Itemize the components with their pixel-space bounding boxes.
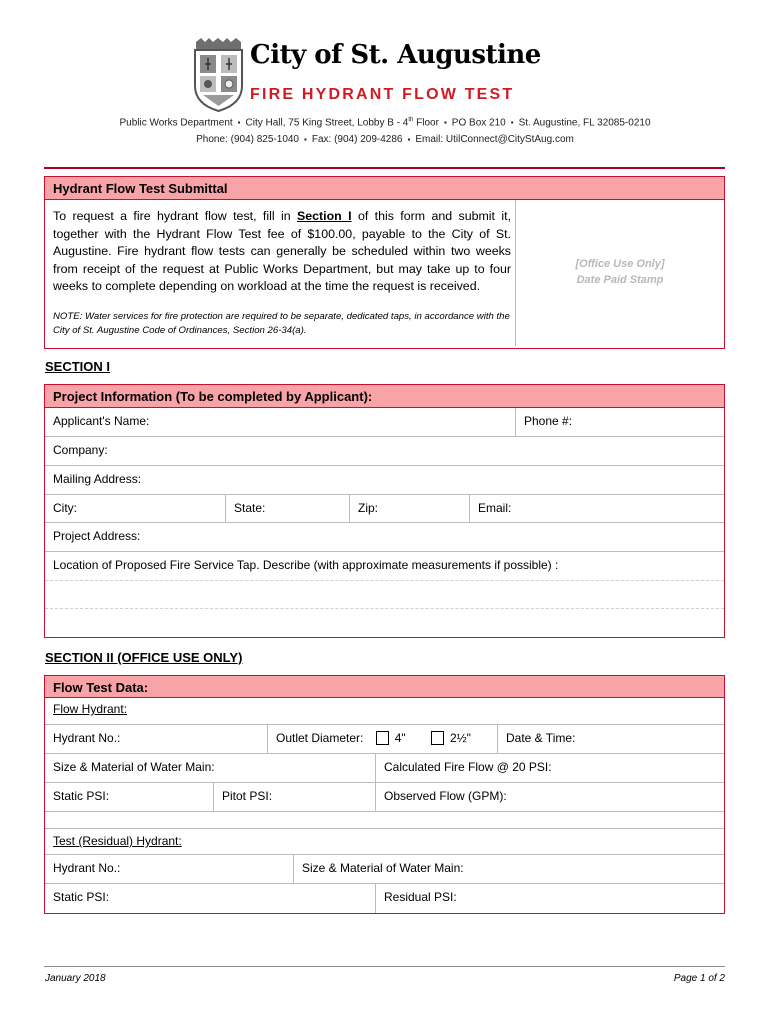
applicant-name-field[interactable]: Applicant's Name:	[53, 414, 150, 428]
psi-row	[45, 783, 724, 812]
city-state-row	[45, 495, 724, 523]
mailing-row	[45, 466, 724, 495]
residual-psi-field[interactable]: Residual PSI:	[375, 884, 724, 913]
date-paid-stamp-area: [Office Use Only] Date Paid Stamp	[515, 200, 724, 346]
flow-test-box	[44, 675, 725, 914]
project-info-box	[44, 384, 725, 638]
contact-line: Phone: (904) 825-1040 ▪ Fax: (904) 209-4286 ▪ Email: UtilConnect@CityStAug.com	[196, 134, 574, 145]
pitot-psi-field[interactable]: Pitot PSI:	[213, 783, 375, 811]
company-field[interactable]: Company:	[53, 443, 108, 457]
date-time-field[interactable]: Date & Time:	[497, 725, 724, 753]
checkbox-icon[interactable]	[376, 731, 389, 745]
submittal-body	[45, 200, 724, 348]
city-field[interactable]: City:	[53, 501, 77, 515]
location-input-line-2[interactable]	[45, 609, 724, 637]
test-psi-row	[45, 884, 724, 913]
test-hydrant-label: Test (Residual) Hydrant:	[53, 834, 182, 848]
hydrant-no-field[interactable]: Hydrant No.:	[53, 731, 121, 745]
flow-test-heading: Flow Test Data:	[45, 676, 724, 698]
test-static-psi-field[interactable]: Static PSI:	[53, 890, 110, 904]
submittal-instructions: To request a fire hydrant flow test, fill in Section I of this form and submit it, together with the Hydrant Flow Test fee of $100.00, payable to the City of St. Augustine. Fire hydrant flow tests can generally be scheduled within two weeks from receipt of the request at Public Works Department, but may take up to four weeks to complete depending on workload at the time the request is received.	[53, 209, 512, 294]
form-title: FIRE HYDRANT FLOW TEST	[250, 86, 515, 103]
outlet-diameter-cell	[267, 725, 497, 753]
test-hydrant-row	[45, 829, 724, 855]
phone-field[interactable]: Phone #:	[515, 408, 724, 436]
address-line: Public Works Department ▪ City Hall, 75 King Street, Lobby B - 4th Floor ▪ PO Box 210 ▪ St. Augustine, FL 32085-0210	[119, 117, 651, 129]
test-size-material-field[interactable]: Size & Material of Water Main:	[293, 855, 724, 883]
zip-field[interactable]: Zip:	[349, 495, 469, 522]
location-input-line-1[interactable]	[45, 581, 724, 609]
company-row	[45, 437, 724, 466]
project-address-field[interactable]: Project Address:	[53, 529, 141, 543]
mailing-address-field[interactable]: Mailing Address:	[53, 472, 142, 486]
size-material-field[interactable]: Size & Material of Water Main:	[53, 760, 215, 774]
submittal-heading: Hydrant Flow Test Submittal	[45, 177, 724, 200]
location-row	[45, 552, 724, 581]
test-hydrant-no-row	[45, 855, 724, 884]
size-material-row	[45, 754, 724, 783]
flow-hydrant-row	[45, 698, 724, 725]
footer-date: January 2018	[45, 973, 106, 984]
water-service-note: NOTE: Water services for fire protection are required to be separate, dedicated taps, in accordance with the City of St. Augustine Code of Ordinances, Section 26-34(a).	[53, 311, 510, 336]
flow-hydrant-label: Flow Hydrant:	[53, 702, 128, 716]
city-name: City of St. Augustine	[250, 40, 541, 70]
option-4-inch: 4"	[394, 731, 406, 745]
section-i-title: SECTION I	[45, 359, 111, 374]
section-i-reference: Section I	[297, 209, 352, 223]
city-crest-icon	[191, 38, 246, 112]
email-field[interactable]: Email:	[469, 495, 724, 522]
header-divider	[44, 167, 725, 169]
outlet-diameter-label: Outlet Diameter:	[276, 731, 364, 745]
option-2-half-inch: 2½"	[450, 731, 471, 745]
location-description-label: Location of Proposed Fire Service Tap. Describe (with approximate measurements if possible) :	[53, 558, 559, 572]
applicant-row	[45, 408, 724, 437]
project-address-row	[45, 523, 724, 552]
submittal-box	[44, 176, 725, 349]
observed-flow-field[interactable]: Observed Flow (GPM):	[375, 783, 724, 811]
spacer-row	[45, 812, 724, 829]
state-field[interactable]: State:	[225, 495, 349, 522]
static-psi-field[interactable]: Static PSI:	[53, 789, 110, 803]
calculated-fire-flow-field[interactable]: Calculated Fire Flow @ 20 PSI:	[375, 754, 724, 782]
test-hydrant-no-field[interactable]: Hydrant No.:	[53, 861, 121, 875]
checkbox-icon[interactable]	[431, 731, 444, 745]
project-info-heading: Project Information (To be completed by Applicant):	[45, 385, 724, 408]
section-ii-title: SECTION II (OFFICE USE ONLY)	[45, 650, 243, 665]
hydrant-outlet-row	[45, 725, 724, 754]
footer-page-number: Page 1 of 2	[673, 973, 725, 984]
footer-divider	[44, 966, 725, 967]
